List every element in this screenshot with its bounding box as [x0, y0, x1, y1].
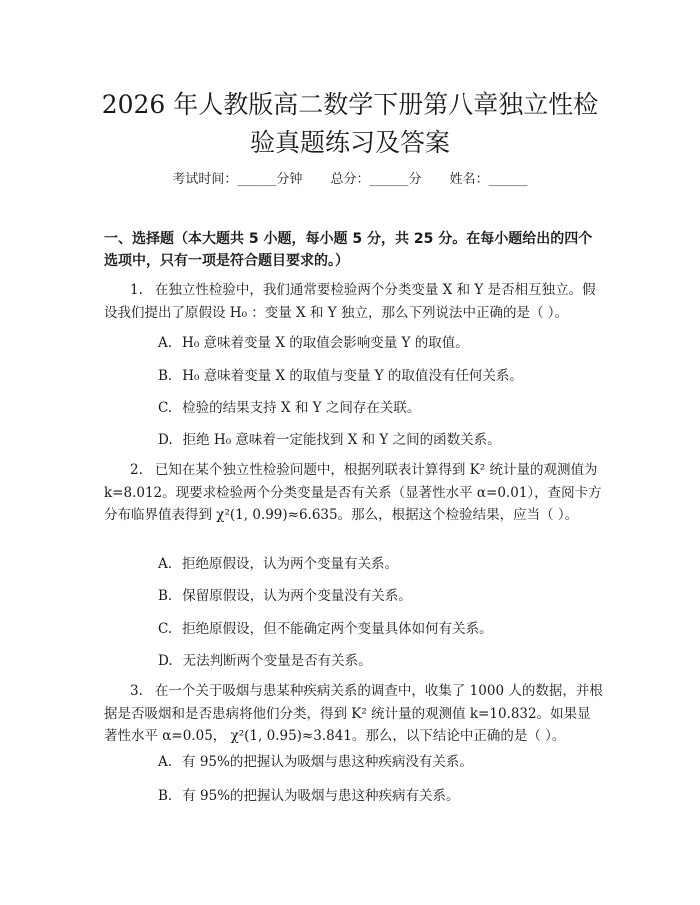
option: [158, 398, 618, 418]
option-text: 拒绝原假设，但不能确定两个变量具体如何有关系。: [182, 621, 493, 637]
option: [158, 554, 618, 574]
question-stem: [104, 459, 604, 527]
option: [158, 586, 618, 606]
question-text: 在一个关于吸烟与患某种疾病关系的调查中，收集了 1000 人的数据，并根据是否吸烟和是否患病将他们分类，得到 K² 统计量的观测值 k=10.832。如果显著性水平 α=0.05， χ²(1, 0.95)≈3.841。那么，以下结论中正确的是（ ）。: [104, 683, 603, 744]
exam-time: 考试时间：______分钟: [172, 172, 303, 187]
option: [158, 651, 618, 671]
question-number: 2.: [130, 462, 143, 478]
option-text: 有 95%的把握认为吸烟与患这种疾病没有关系。: [182, 754, 473, 770]
option: [158, 619, 618, 639]
section-heading: 一、选择题（本大题共 5 小题，每小题 5 分，共 25 分。在每小题给出的四个选项中，只有一项是符合题目要求的。）: [104, 231, 593, 269]
option-text: 保留原假设，认为两个变量没有关系。: [182, 588, 412, 604]
option-label: B.: [158, 368, 173, 384]
option-text: 检验的结果支持 X 和 Y 之间存在关联。: [182, 400, 421, 416]
option-label: D.: [158, 653, 173, 669]
option-label: D.: [158, 432, 173, 448]
option-text: 拒绝 H₀ 意味着一定能找到 X 和 Y 之间的函数关系。: [182, 432, 501, 448]
option-text: 拒绝原假设，认为两个变量有关系。: [182, 556, 399, 572]
question-stem: [104, 279, 604, 324]
option-text: H₀ 意味着变量 X 的取值与变量 Y 的取值没有任何关系。: [182, 368, 523, 384]
option-label: B.: [158, 588, 173, 604]
title-line-1: 2026 年人教版高二数学下册第八章独立性检: [101, 90, 599, 119]
option-label: C.: [158, 400, 173, 416]
question-text: 已知在某个独立性检验问题中，根据列联表计算得到 K² 统计量的观测值为 k=8.012。现要求检验两个分类变量是否有关系（显著性水平 α=0.01），查阅卡方分布临界值表得到 χ²(1, 0.99)≈6.635。那么，根据这个检验结果，应当（ ）。: [104, 462, 602, 523]
option: [158, 786, 618, 806]
option-label: C.: [158, 621, 173, 637]
option: [158, 430, 618, 450]
question-text: 在独立性检验中，我们通常要检验两个分类变量 X 和 Y 是否相互独立。假设我们提出了原假设 H₀ ：变量 X 和 Y 独立，那么下列说法中正确的是（ ）。: [104, 282, 596, 321]
option: [158, 333, 618, 353]
option: [158, 752, 618, 772]
exam-meta: [0, 171, 700, 189]
page-title: [60, 86, 640, 162]
total-score: 总分：______分: [330, 172, 422, 187]
option-label: A.: [158, 335, 173, 351]
option-text: 无法判断两个变量是否有关系。: [182, 653, 372, 669]
option-label: A.: [158, 556, 173, 572]
title-line-2: 验真题练习及答案: [249, 128, 450, 157]
option: [158, 366, 618, 386]
option-text: 有 95%的把握认为吸烟与患这种疾病有关系。: [182, 788, 460, 804]
option-label: A.: [158, 754, 173, 770]
question-number: 3.: [130, 683, 143, 699]
option-text: H₀ 意味着变量 X 的取值会影响变量 Y 的取值。: [182, 335, 469, 351]
question-number: 1.: [130, 282, 143, 298]
question-stem: [104, 680, 604, 748]
student-name: 姓名：______: [449, 172, 528, 187]
option-label: B.: [158, 788, 173, 804]
